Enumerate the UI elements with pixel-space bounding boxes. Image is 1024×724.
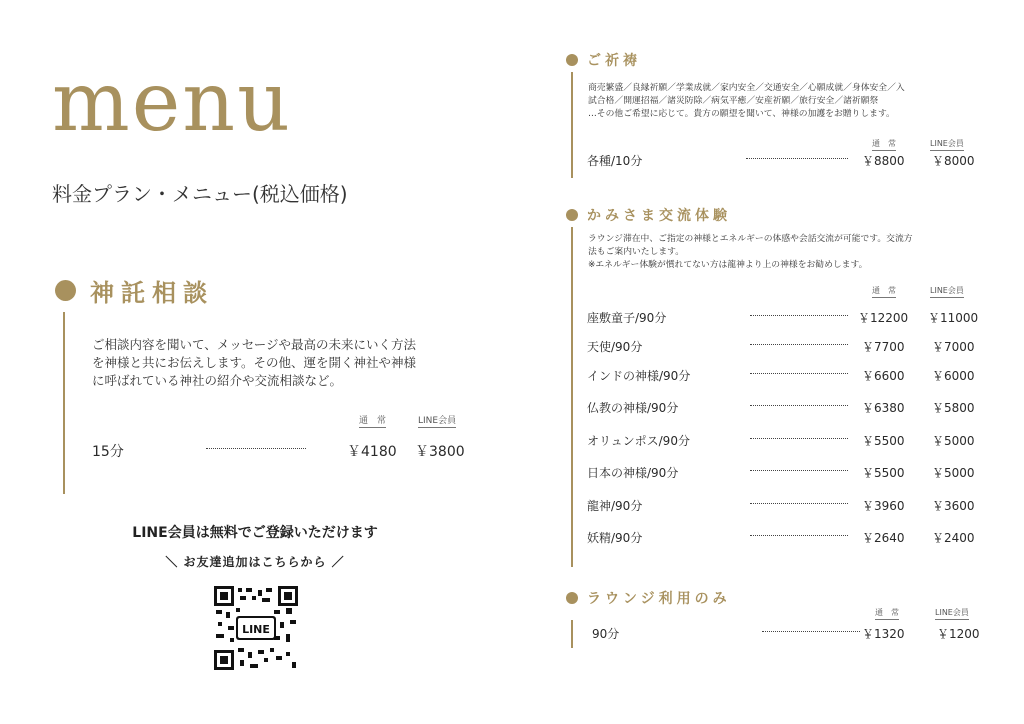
price-row [0,625,1000,645]
price-row [0,152,1000,172]
item-label: 90分 [592,627,620,641]
column-line-member: LINE会員 [935,607,969,620]
line-price: ￥3800 [415,444,465,460]
page-subtitle: 料金プラン・メニュー(税込価格) [52,182,348,206]
column-line-member: LINE会員 [930,285,964,298]
price-row [0,464,1000,484]
kamisama-description [588,233,913,271]
item-label: 座敷童子/90分 [587,311,667,325]
bullet-dot-icon [566,209,578,221]
bullet-dot-icon [566,54,578,66]
dotted-leader [750,535,848,536]
description-line: 商売繁盛／良縁祈願／学業成就／家内安全／交通安全／心願成就／身体安全／入 [588,83,905,93]
regular-price: ￥4180 [347,444,397,460]
dotted-leader [750,405,848,406]
item-label: 各種/10分 [587,154,643,168]
line-price: ￥3600 [932,499,975,513]
bullet-dot-icon [55,280,76,301]
item-label: オリュンポス/90分 [587,434,690,448]
price-row [0,338,1000,358]
column-line-member: LINE会員 [930,138,964,151]
section-heading-lounge [566,588,731,608]
regular-price: ￥2640 [862,531,905,545]
regular-price: ￥8800 [862,154,905,168]
section-heading-kito [566,50,641,70]
line-friend-add-note: ＼ お友達追加はこちらから ／ [165,555,345,569]
line-price: ￥11000 [928,311,979,325]
regular-price: ￥7700 [862,340,905,354]
description-line: …その他ご希望に応じて。貴方の願望を聞いて、神様の加護をお贈りします。 [588,109,895,120]
regular-price: ￥6380 [862,401,905,415]
description-line: 試合格／開運招福／諸災防除／病気平癒／安産祈願／旅行安全／諸祈願祭 [588,96,879,107]
dotted-leader [750,373,848,374]
line-member-headline: LINE会員は無料でご登録いただけます [132,525,378,541]
item-label: 天使/90分 [587,340,643,354]
regular-price: ￥6600 [862,369,905,383]
description-line: 法もご案内いたします。 [588,246,685,257]
item-label: インドの神様/90分 [587,369,691,383]
column-regular: 通 常 [872,285,896,298]
line-price: ￥5000 [932,434,975,448]
price-row [0,399,1000,419]
price-row [0,367,1000,387]
dotted-leader [750,470,848,471]
description-line: ラウンジ滞在中、ご指定の神様とエネルギーの体感や会話交流が可能です。交流方 [588,234,913,244]
section-title: ラウンジ利用のみ [587,591,731,607]
line-price: ￥8000 [932,154,975,168]
section-heading-shintaku [55,273,214,308]
description-line: を神様と共にお伝えします。その他、運を開く神社や神様 [92,355,417,371]
column-line-member: LINE会員 [418,413,456,428]
section-title: 神託相談 [90,279,214,307]
item-label: 15分 [92,444,124,460]
kito-description [588,82,905,122]
dotted-leader [750,438,848,439]
column-regular: 通 常 [875,607,899,620]
description-line: ※エネルギー体験が慣れてない方は龍神より上の神様をお勧めします。 [588,259,868,270]
description-line: ご相談内容を聞いて、メッセージや最高の未来にいく方法 [92,337,417,352]
price-row [0,309,1000,329]
bullet-dot-icon [566,592,578,604]
qr-label: LINE [242,623,270,636]
column-regular: 通 常 [359,413,386,428]
item-label: 龍神/90分 [587,499,643,513]
price-row [0,432,1000,452]
line-price: ￥5000 [932,466,975,480]
regular-price: ￥3960 [862,499,905,513]
line-price: ￥7000 [932,340,975,354]
price-row [0,497,1000,517]
dotted-leader [762,631,860,632]
column-regular: 通 常 [872,138,896,151]
regular-price: ￥12200 [858,311,909,325]
regular-price: ￥5500 [862,434,905,448]
dotted-leader [750,503,848,504]
dotted-leader [750,315,848,316]
dotted-leader [750,344,848,345]
description-line: に呼ばれている神社の紹介や交流相談など。 [92,373,343,389]
section-heading-kamisama [566,205,731,225]
price-row [0,529,1000,549]
section-title: ご祈祷 [587,53,641,69]
menu-logo: menu [52,55,292,150]
item-label: 仏教の神様/90分 [587,401,679,415]
section-title: かみさま交流体験 [587,208,731,224]
dotted-leader [746,158,848,159]
line-price: ￥2400 [932,531,975,545]
item-label: 日本の神様/90分 [587,466,679,480]
line-price: ￥6000 [932,369,975,383]
regular-price: ￥1320 [862,627,905,641]
line-price: ￥5800 [932,401,975,415]
item-label: 妖精/90分 [587,531,643,545]
line-price: ￥1200 [937,627,980,641]
regular-price: ￥5500 [862,466,905,480]
